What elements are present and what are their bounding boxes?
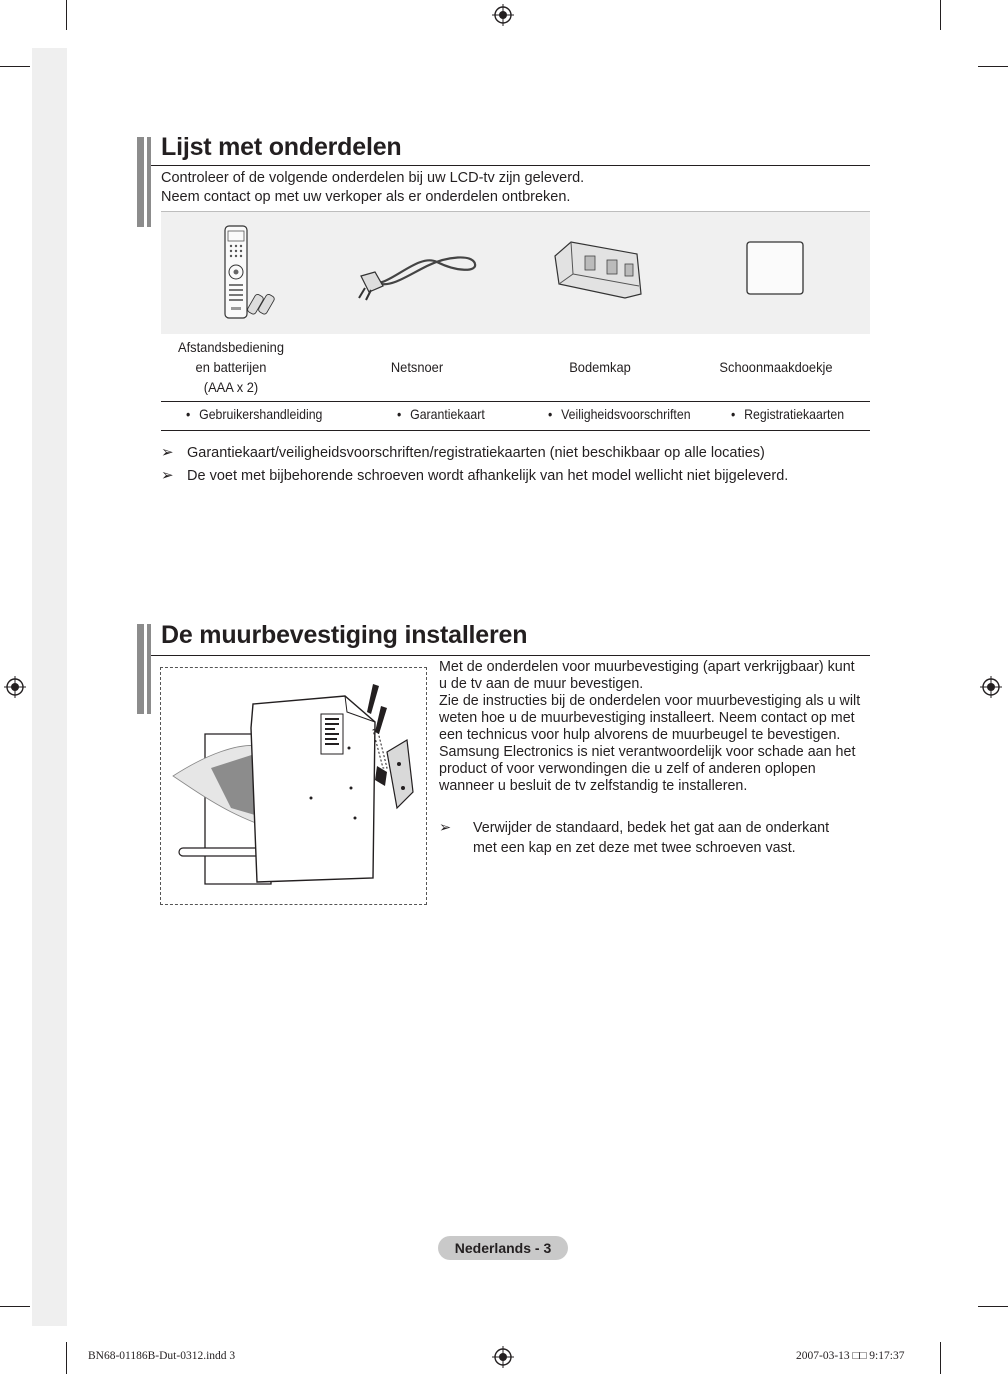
crop-mark bbox=[978, 1306, 1008, 1307]
accessory-label: Gebruikershandleiding bbox=[199, 406, 323, 422]
note-text-line: met een kap en zet deze met twee schroeven vast. bbox=[473, 840, 796, 856]
parts-intro-line: Neem contact op met uw verkoper als er onderdelen ontbreken. bbox=[161, 189, 571, 205]
crop-mark bbox=[0, 1306, 30, 1307]
accessories-bottom-rule bbox=[161, 430, 870, 431]
parts-illustration-panel bbox=[161, 211, 870, 334]
wall-mount-text bbox=[439, 659, 864, 795]
registration-mark-icon bbox=[492, 4, 514, 26]
crop-mark bbox=[978, 66, 1008, 67]
registration-mark-icon bbox=[4, 676, 26, 698]
print-file-info: BN68-01186B-Dut-0312.indd 3 bbox=[88, 1350, 236, 1362]
print-timestamp: 2007-03-13 □□ 9:17:37 bbox=[796, 1350, 905, 1362]
tv-back-illustration bbox=[161, 668, 426, 904]
accessory-label: Registratiekaarten bbox=[744, 406, 845, 422]
cleaning-cloth-icon bbox=[745, 240, 807, 298]
part-label-power-cord: Netsnoer bbox=[390, 359, 444, 375]
registration-mark-icon bbox=[980, 676, 1002, 698]
crop-mark bbox=[940, 0, 941, 30]
part-label-line: Afstandsbediening bbox=[177, 339, 284, 355]
section-marker bbox=[137, 624, 144, 714]
note-text: De voet met bijbehorende schroeven wordt afhankelijk van het model wellicht niet bijgeleverd. bbox=[187, 468, 789, 484]
note-text: Garantiekaart/veiligheidsvoorschriften/registratiekaarten (niet beschikbaar op alle locaties) bbox=[187, 445, 765, 461]
parts-intro bbox=[161, 169, 584, 207]
section-marker bbox=[137, 137, 144, 227]
part-label-bottom-cover: Bodemkap bbox=[569, 359, 631, 375]
crop-mark bbox=[940, 1342, 941, 1374]
section-title-rule bbox=[151, 165, 870, 166]
page-number-badge: Nederlands - 3 bbox=[438, 1236, 568, 1260]
accessory-label: Veiligheidsvoorschriften bbox=[561, 406, 691, 422]
accessory-item bbox=[186, 406, 322, 422]
bullet-icon: • bbox=[397, 406, 402, 422]
note-stand bbox=[161, 466, 788, 484]
section-title-wall-mount: De muurbevestiging installeren bbox=[161, 621, 528, 649]
accessory-item bbox=[548, 406, 691, 422]
note-text-line: Verwijder de standaard, bedek het gat aan de onderkant bbox=[473, 820, 830, 836]
part-label-remote bbox=[167, 337, 296, 397]
wall-mount-paragraph: Zie de instructies bij de onderdelen voor muurbevestiging als u wilt weten hoe u de muurbevestiging installeert. Neem contact op met een technicus voor hulp alvorens de muurbeugel te bevestigen. bbox=[439, 693, 861, 743]
note-arrow-icon: ➢ bbox=[439, 820, 451, 836]
bottom-cover-icon bbox=[551, 234, 647, 302]
note-availability bbox=[161, 443, 765, 461]
crop-mark bbox=[66, 0, 67, 30]
bullet-icon: • bbox=[186, 406, 191, 422]
registration-mark-icon bbox=[492, 1346, 514, 1368]
wall-mount-diagram bbox=[160, 667, 427, 905]
note-arrow-icon: ➢ bbox=[161, 444, 174, 461]
note-arrow-icon: ➢ bbox=[161, 467, 174, 484]
bullet-icon: • bbox=[731, 406, 736, 422]
crop-mark bbox=[0, 66, 30, 67]
wall-mount-note bbox=[439, 818, 829, 858]
wall-mount-paragraph: Samsung Electronics is niet verantwoordelijk voor schade aan het product of voor verwondingen die u zelf of anderen oplopen wanneer u besluit de tv zelfstandig te installeren. bbox=[439, 744, 856, 794]
section-marker bbox=[147, 624, 151, 714]
wall-mount-paragraph: Met de onderdelen voor muurbevestiging (apart verkrijgbaar) kunt u de tv aan de muur bevestigen. bbox=[439, 659, 855, 692]
accessories-top-rule bbox=[161, 401, 870, 402]
section-marker bbox=[147, 137, 151, 227]
accessory-item bbox=[731, 406, 844, 422]
crop-mark bbox=[66, 1342, 67, 1374]
left-margin-strip bbox=[32, 48, 67, 1326]
power-cord-icon bbox=[357, 242, 485, 302]
section-title-rule bbox=[151, 655, 870, 656]
section-title-parts: Lijst met onderdelen bbox=[161, 133, 402, 161]
part-label-cleaning-cloth: Schoonmaakdoekje bbox=[719, 359, 833, 375]
bullet-icon: • bbox=[548, 406, 553, 422]
part-label-line: (AAA x 2) bbox=[203, 379, 259, 395]
remote-control-icon bbox=[219, 224, 281, 322]
part-label-line: en batterijen bbox=[195, 359, 267, 375]
parts-intro-line: Controleer of de volgende onderdelen bij uw LCD-tv zijn geleverd. bbox=[161, 170, 585, 186]
accessory-label: Garantiekaart bbox=[410, 406, 485, 422]
accessory-item bbox=[397, 406, 485, 422]
